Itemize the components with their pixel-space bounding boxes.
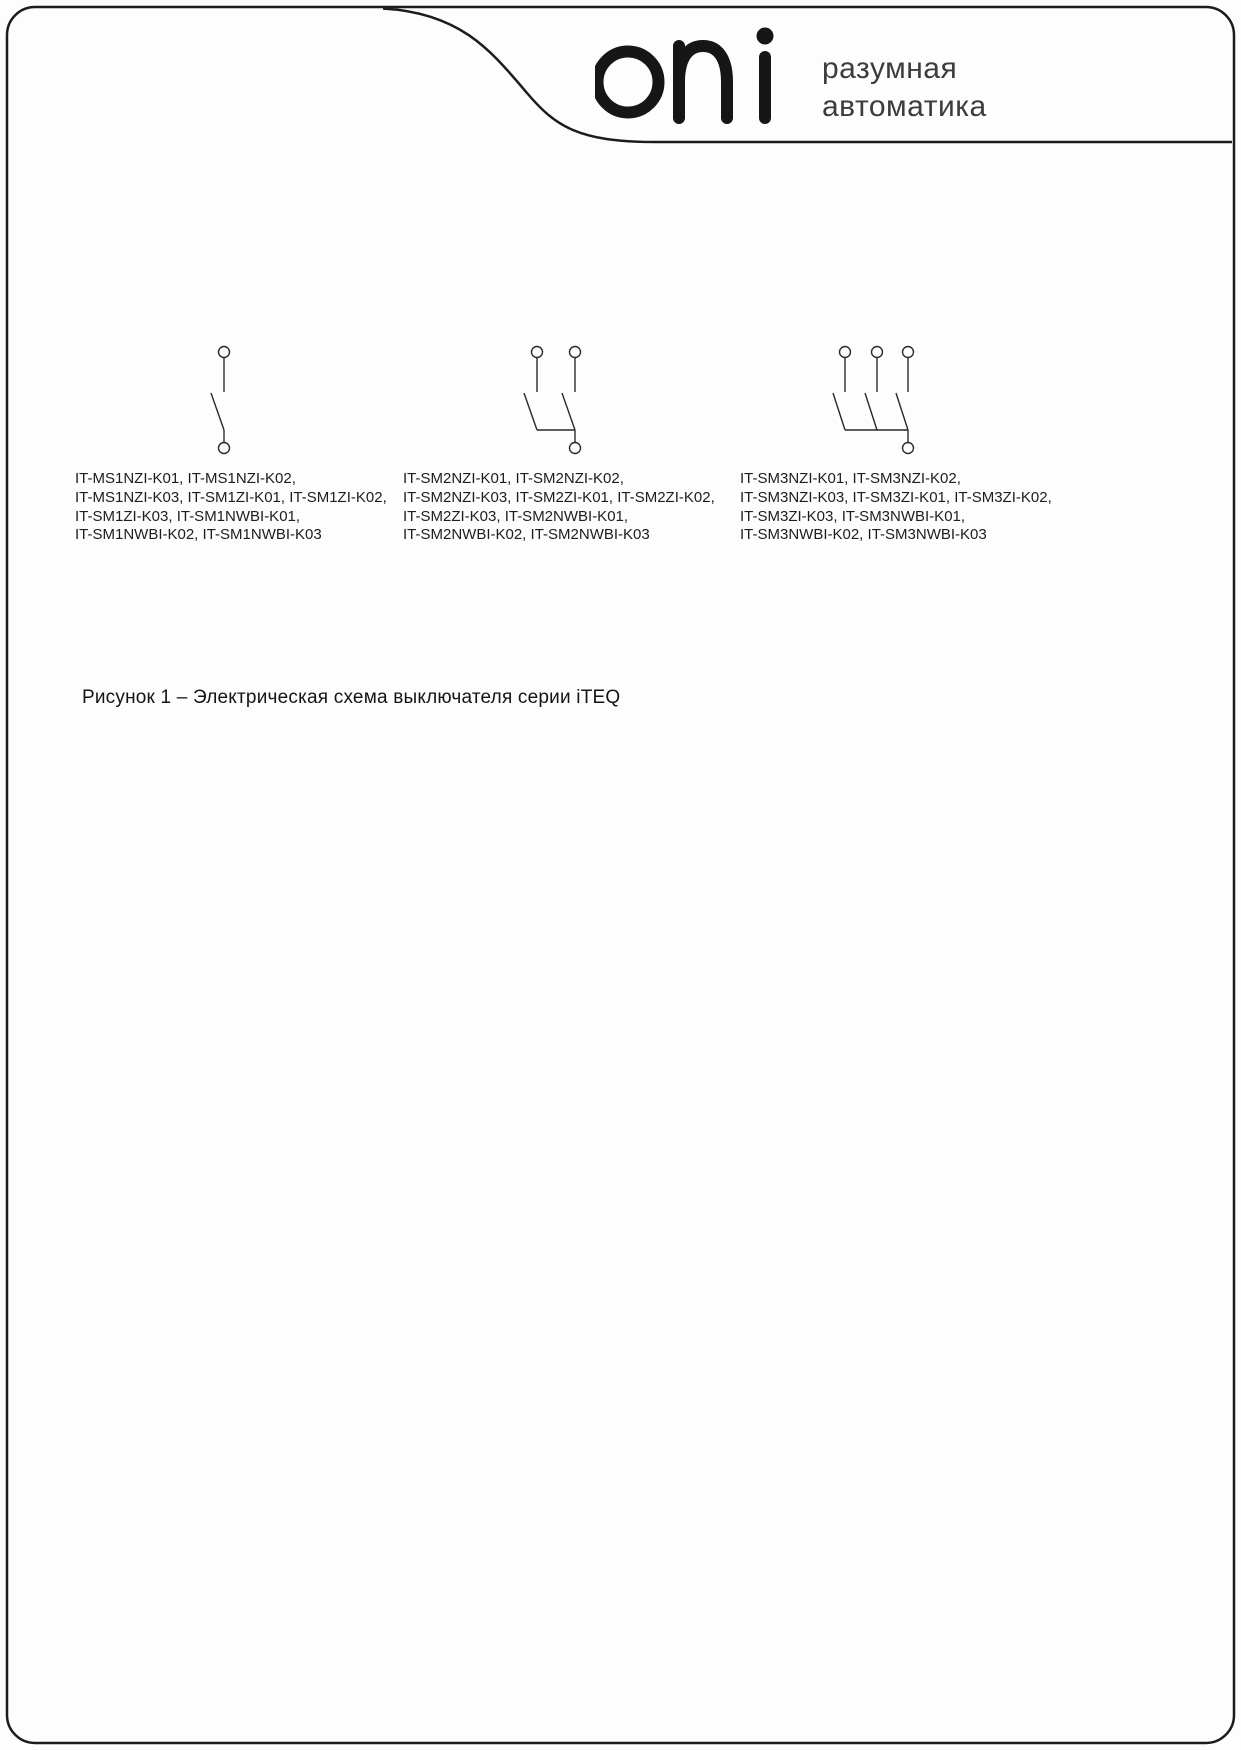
model-list-1pole [75,470,415,545]
model-line: IT-SM2NZI-K03, IT-SM2ZI-K01, IT-SM2ZI-K02, [403,488,715,506]
top-terminal [532,347,543,358]
top-terminal [903,347,914,358]
model-list-3pole [740,470,1080,545]
top-terminal [570,347,581,358]
switch-schematic-2pole [517,342,597,458]
model-line: IT-SM2NWBI-K02, IT-SM2NWBI-K03 [403,526,650,544]
model-line: IT-SM1NWBI-K02, IT-SM1NWBI-K03 [75,526,322,544]
model-line: IT-SM3NWBI-K02, IT-SM3NWBI-K03 [740,526,987,544]
logo-letter-i-dot [757,28,774,45]
figure-caption: Рисунок 1 – Электрическая схема выключателя серии iTEQ [82,687,621,708]
model-line: IT-SM2NZI-K01, IT-SM2NZI-K02, [403,470,624,487]
bottom-terminal [903,443,914,454]
logo-letter-o [598,52,659,113]
top-terminal [840,347,851,358]
switch-blade [524,393,537,430]
model-list-2pole [403,470,743,545]
logo-letter-n [679,46,727,118]
logo-tagline [822,50,987,126]
switch-blade [833,393,845,430]
switch-blade [865,393,877,430]
model-line: IT-SM3NZI-K01, IT-SM3NZI-K02, [740,470,961,487]
model-line: IT-SM2ZI-K03, IT-SM2NWBI-K01, [403,507,629,525]
top-terminal [219,347,230,358]
switch-blade [896,393,908,430]
bottom-terminal [570,443,581,454]
top-terminal [872,347,883,358]
switch-blade [562,393,575,430]
switch-schematic-3pole [827,342,927,458]
tagline-line-2: автоматика [822,90,987,123]
page-border [7,7,1234,1743]
tagline-line-1: разумная [822,52,958,85]
model-line: IT-MS1NZI-K03, IT-SM1ZI-K01, IT-SM1ZI-K02, [75,488,387,506]
model-line: IT-SM3ZI-K03, IT-SM3NWBI-K01, [740,507,966,525]
switch-schematic-1pole [204,342,244,458]
model-line: IT-SM3NZI-K03, IT-SM3ZI-K01, IT-SM3ZI-K02, [740,488,1052,506]
oni-logo [595,12,780,124]
switch-blade [211,393,224,430]
model-line: IT-SM1ZI-K03, IT-SM1NWBI-K01, [75,507,301,525]
bottom-terminal [219,443,230,454]
header-swoosh-line [383,9,1232,143]
model-line: IT-MS1NZI-K01, IT-MS1NZI-K02, [75,470,296,487]
